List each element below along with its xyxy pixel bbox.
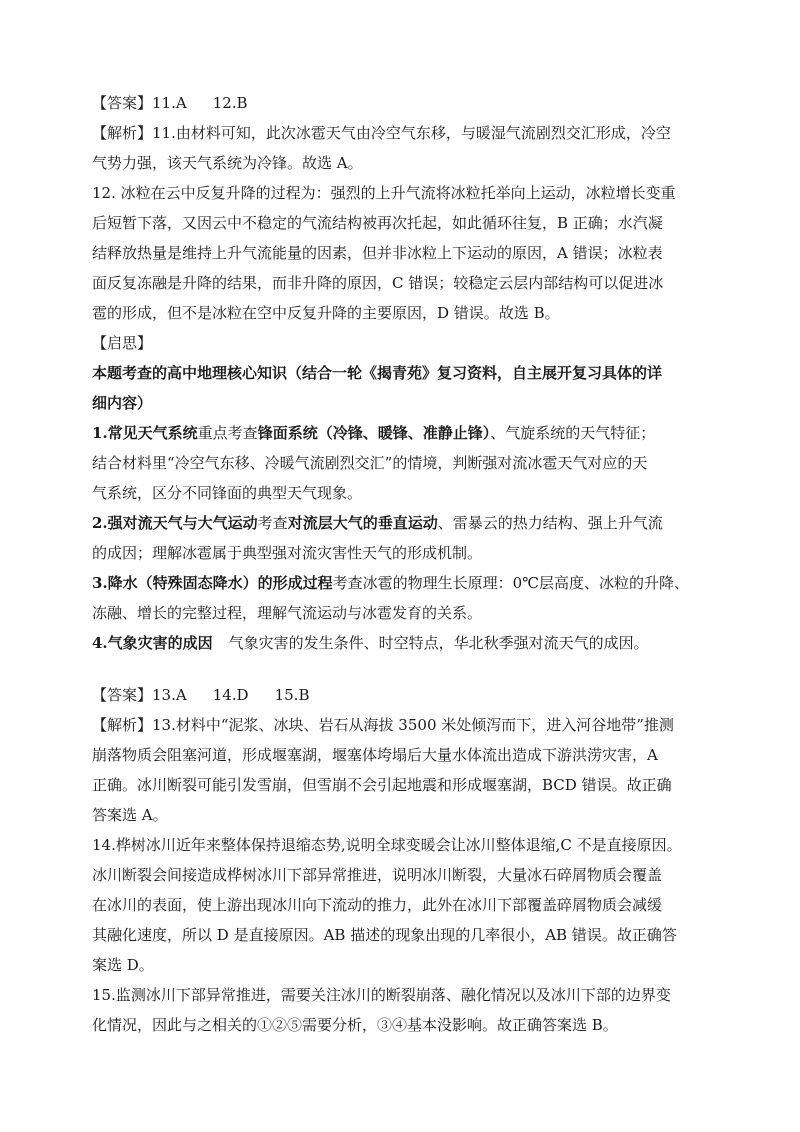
analysis-label: 【解析】 (92, 124, 153, 142)
insight-point-4 (92, 628, 732, 658)
text-line: 其融化速度，所以 D 是直接原因。AB 描述的现象出现的几率很小，AB 错误。故正确答 (92, 926, 677, 944)
text-line: 雹的形成，但不是冰粒在空中反复升降的主要原因，D 错误。故选 B。 (92, 304, 560, 322)
text-line: 正确。冰川断裂可能引发雪崩，但雪崩不会引起地震和形成堰塞湖，BCD 错误。故正确 (92, 776, 672, 794)
insight-label: 【启思】 (92, 334, 153, 352)
text-line: 气系统，区分不同锋面的典型天气现象。 (92, 484, 363, 502)
answer-label: 【答案】 (92, 686, 153, 704)
point-text: 气象灾害的发生条件、时空特点，华北秋季强对流天气的成因。 (228, 634, 649, 652)
text-line: 冰川断裂会间接造成桦树冰川下部异常推进，说明冰川断裂，大量冰石碎屑物质会覆盖 (92, 866, 663, 884)
text-line: 面反复冻融是升降的结果，而非升降的原因，C 错误；较稳定云层内部结构可以促进冰 (92, 274, 664, 292)
answer-12: 12.B (212, 94, 248, 112)
point-text: 考查 (257, 514, 288, 532)
text-line: 崩落物质会阻塞河道，形成堰塞湖，堰塞体垮塌后大量水体流出造成下游洪涝灾害，A (92, 746, 658, 764)
point-keyword: 锋面系统（冷锋、暖锋、准静止锋） (257, 424, 491, 442)
point-text: 、雷暴云的热力结构、强上升气流 (437, 514, 663, 532)
text-line: 结释放热量是维持上升气流能量的因素，但并非冰粒上下运动的原因，A 错误；冰粒表 (92, 244, 663, 262)
text-line: 在冰川的表面，使上游出现冰川向下流动的推力，此外在冰川下部覆盖碎屑物质会减缓 (92, 896, 663, 914)
text-line: 案选 D。 (92, 956, 154, 974)
text-line: 化情况，因此与之相关的①②⑤需要分析，③④基本没影响。故正确答案选 B。 (92, 1016, 618, 1034)
answer-11: 11.A (152, 94, 187, 112)
point-title: 3.降水（特殊固态降水）的形成过程 (92, 574, 333, 592)
insight-point-3 (92, 568, 732, 598)
text-line: 结合材料里“冷空气东移、冷暖气流剧烈交汇”的情境，判断强对流冰雹天气对应的天 (92, 454, 648, 472)
answer-line-11-12 (92, 88, 732, 118)
analysis-text: 13.材料中“泥浆、冰块、岩石从海拔 3500 米处倾泻而下，进入河谷地带”推测 (152, 716, 674, 734)
text-line: 后短暂下落，又因云中不稳定的气流结构被再次托起，如此循环往复，B 正确；水汽凝 (92, 214, 663, 232)
analysis-text: 11.由材料可知，此次冰雹天气由冷空气东移，与暖湿气流剧烈交汇形成，冷空 (152, 124, 671, 142)
answer-line-13-15 (92, 680, 732, 710)
text-line: 15.监测冰川下部异常推进，需要关注冰川的断裂崩落、融化情况以及冰川下部的边界变 (92, 986, 671, 1004)
text-line: 气势力强，该天气系统为冷锋。故选 A。 (92, 154, 363, 172)
insight-intro: 本题考查的高中地理核心知识（结合一轮《揭青苑》复习资料，自主展开复习具体的详 (92, 364, 663, 382)
point-title: 4.气象灾害的成因 (92, 634, 213, 652)
answer-14: 14.D (212, 686, 249, 704)
point-text: 重点考查 (197, 424, 258, 442)
analysis-label: 【解析】 (92, 716, 153, 734)
point-title: 1.常见天气系统 (92, 424, 198, 442)
text-line: 答案选 A。 (92, 806, 168, 824)
text-line: 的成因；理解冰雹属于典型强对流灾害性天气的形成机制。 (92, 544, 483, 562)
point-title: 2.强对流天气与大气运动 (92, 514, 258, 532)
answer-label: 【答案】 (92, 94, 153, 112)
point-keyword: 对流层大气的垂直运动 (287, 514, 438, 532)
insight-point-2 (92, 508, 732, 538)
answer-15: 15.B (274, 686, 310, 704)
analysis-line (92, 710, 732, 740)
text-line: 12. 冰粒在云中反复升降的过程为：强烈的上升气流将冰粒托举向上运动，冰粒增长变重 (92, 184, 676, 202)
analysis-line (92, 118, 732, 148)
text-line: 14.桦树冰川近年来整体保持退缩态势,说明全球变暖会让冰川整体退缩,C 不是直接原因。 (92, 836, 682, 854)
document-page (92, 88, 732, 1040)
insight-intro: 细内容） (92, 394, 153, 412)
point-text: 考查冰雹的物理生长原理：0℃层高度、冰粒的升降、 (332, 574, 689, 592)
point-text: 、气旋系统的天气特征； (490, 424, 656, 442)
answer-13: 13.A (152, 686, 187, 704)
insight-point-1 (92, 418, 732, 448)
text-line: 冻融、增长的完整过程，理解气流运动与冰雹发育的关系。 (92, 604, 483, 622)
